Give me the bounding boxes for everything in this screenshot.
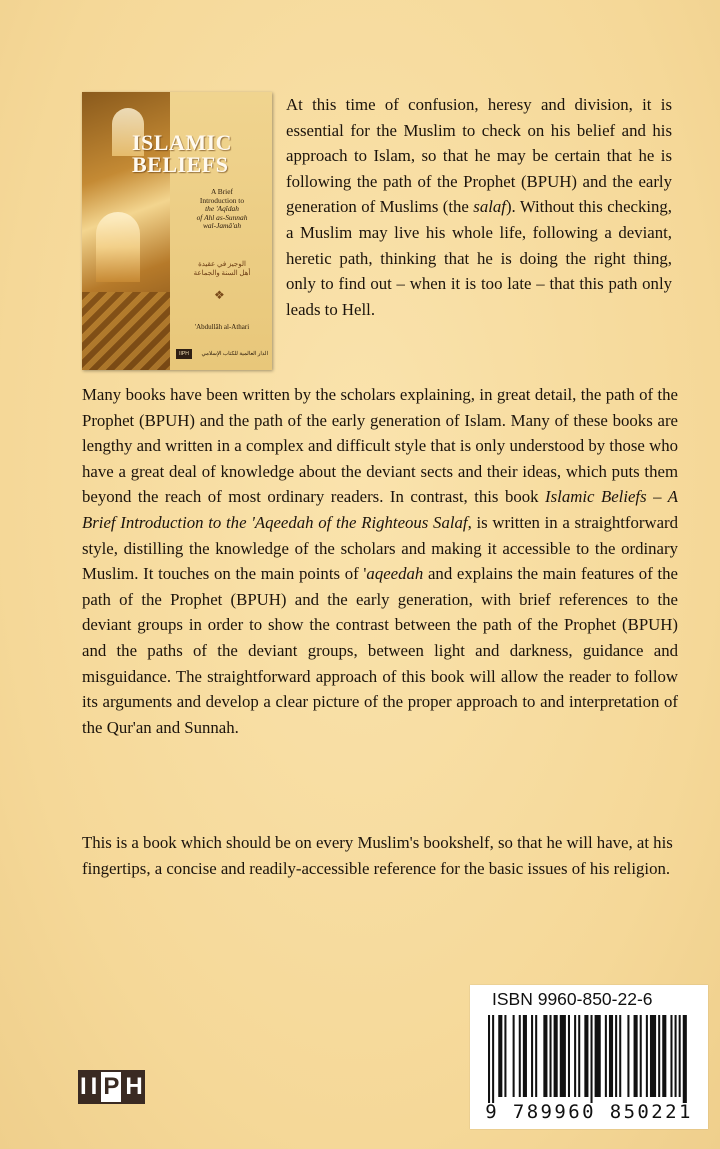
- barcode-bar: [550, 1015, 552, 1097]
- isbn-barcode: [470, 985, 708, 1129]
- barcode-bar: [498, 1015, 502, 1097]
- logo-letter: P: [99, 1070, 123, 1104]
- barcode-bar: [675, 1015, 677, 1097]
- barcode-bar: [519, 1015, 521, 1097]
- cover-author: 'Abdullâh al-Athari: [194, 323, 250, 331]
- barcode-bar: [662, 1015, 666, 1097]
- barcode-bar: [595, 1015, 601, 1097]
- cover-publisher-logo: IIPH: [176, 349, 192, 359]
- barcode-bar: [543, 1015, 547, 1097]
- cover-title-line2: BELIEFS: [132, 152, 229, 177]
- barcode-bar: [609, 1015, 613, 1097]
- main-paragraph: [82, 382, 678, 740]
- cover-publisher-arabic: الدار العالمية للكتاب الإسلامي: [201, 351, 268, 357]
- barcode-bar: [646, 1015, 648, 1097]
- barcode-bar: [488, 1015, 490, 1103]
- barcode-bar: [615, 1015, 617, 1097]
- closing-paragraph: This is a book which should be on every Muslim's bookshelf, so that he will have, at his fingertips, a concise and readily-accessible reference for the basic issues of his religion.: [82, 833, 673, 878]
- barcode-bar: [504, 1015, 506, 1097]
- logo-letter: I: [78, 1070, 89, 1104]
- barcode-bar: [531, 1015, 533, 1097]
- intro-italic: salaf: [473, 197, 506, 217]
- cover-arabic-line: الوجيز في عقيدة: [198, 260, 246, 268]
- barcode-bar: [560, 1015, 566, 1097]
- barcode-bar: [605, 1015, 607, 1097]
- cover-subtitle-line: the 'Aqîdah: [205, 204, 239, 213]
- barcode-digits: 9 789960 850221: [485, 1101, 693, 1123]
- barcode-bar: [683, 1015, 687, 1103]
- cover-floor-pattern: [82, 292, 170, 370]
- cover-subtitle-line: Introduction to: [199, 195, 245, 205]
- barcode-bar: [591, 1015, 593, 1103]
- aqeedah-italic: aqeedah: [366, 564, 424, 584]
- barcode-bar: [634, 1015, 638, 1097]
- book-title-italic: Islamic Beliefs – A Brief Introduction to the 'Aqeedah of the Righteous Salaf: [82, 487, 678, 532]
- ornament-icon: ❖: [214, 288, 225, 302]
- barcode-bars: [482, 1015, 696, 1103]
- logo-letter: I: [89, 1070, 100, 1104]
- barcode-bar: [670, 1015, 672, 1097]
- barcode-bar: [658, 1015, 660, 1097]
- barcode-bar: [574, 1015, 576, 1097]
- barcode-bar: [513, 1015, 515, 1097]
- barcode-bar: [554, 1015, 558, 1097]
- isbn-label: ISBN 9960-850-22-6: [492, 989, 653, 1009]
- barcode-bar: [640, 1015, 642, 1097]
- barcode-bar: [578, 1015, 580, 1097]
- cover-subtitle-line: of Ahl as-Sunnah: [196, 212, 248, 222]
- barcode-bar: [679, 1015, 681, 1097]
- cover-subtitle-line: wal-Jamâ'ah: [202, 221, 242, 230]
- logo-letter: H: [123, 1070, 144, 1104]
- cover-title: [132, 132, 270, 176]
- barcode-bar: [535, 1015, 537, 1097]
- cover-arabic-line: أهل السنة والجماعة: [193, 269, 251, 277]
- barcode-bar: [627, 1015, 629, 1097]
- barcode-bar: [619, 1015, 621, 1097]
- barcode-bar: [650, 1015, 656, 1097]
- iiph-logo: [78, 1070, 145, 1104]
- barcode-bar: [568, 1015, 570, 1097]
- cover-arabic-title: [176, 260, 268, 278]
- barcode-bar: [584, 1015, 588, 1097]
- cover-doorway-arch: [96, 212, 140, 282]
- cover-title-line1: ISLAMIC: [132, 130, 233, 155]
- barcode-bar: [523, 1015, 527, 1097]
- main-text-end: and explains the main features of the path of the Prophet (BPUH) and the early generation, with brief references to the deviant groups in order to show the contrast between the path of the Prophet (BPUH) and the paths of the deviant groups, between light and darkness, guidance and misguidance. The straightforward approach of this book will allow the reader to follow its arguments and develop a clear picture of the proper approach to and interpretation of the Qur'an and Sunnah.: [82, 564, 678, 737]
- cover-subtitle: [176, 188, 268, 231]
- cover-subtitle-line: A Brief: [211, 187, 233, 196]
- main-text-cont: , is written in a straightforward style, distilling the knowledge of the scholars and making it accessible to the ordinary Muslim. It touches on the main points of ': [82, 512, 678, 584]
- main-text: Many books have been written by the scholars explaining, in great detail, the path of the Prophet (BPUH) and the path of the early generation of Islam. Many of these books are lengthy and written in a complex and difficult style that is only understood by those who have a great deal of knowledge about the deviant sects and their ideas, which puts them beyond the reach of most ordinary readers. In contrast, this book: [82, 385, 678, 507]
- intro-text: At this time of confusion, heresy and division, it is essential for the Muslim to check on his belief and his approach to Islam, so that he may be certain that he is following the path of the Prophet (BPUH) and the early generation of Muslims (the: [286, 95, 672, 217]
- barcode-bar: [492, 1015, 494, 1103]
- intro-paragraph: [286, 92, 672, 322]
- cover-thumbnail: [82, 92, 272, 370]
- intro-text-cont: ). Without this checking, a Muslim may live his whole life, following a deviant, heretic path, thinking that he is doing the right thing, only to find out – when it is too late – that this path only leads to Hell.: [286, 197, 672, 319]
